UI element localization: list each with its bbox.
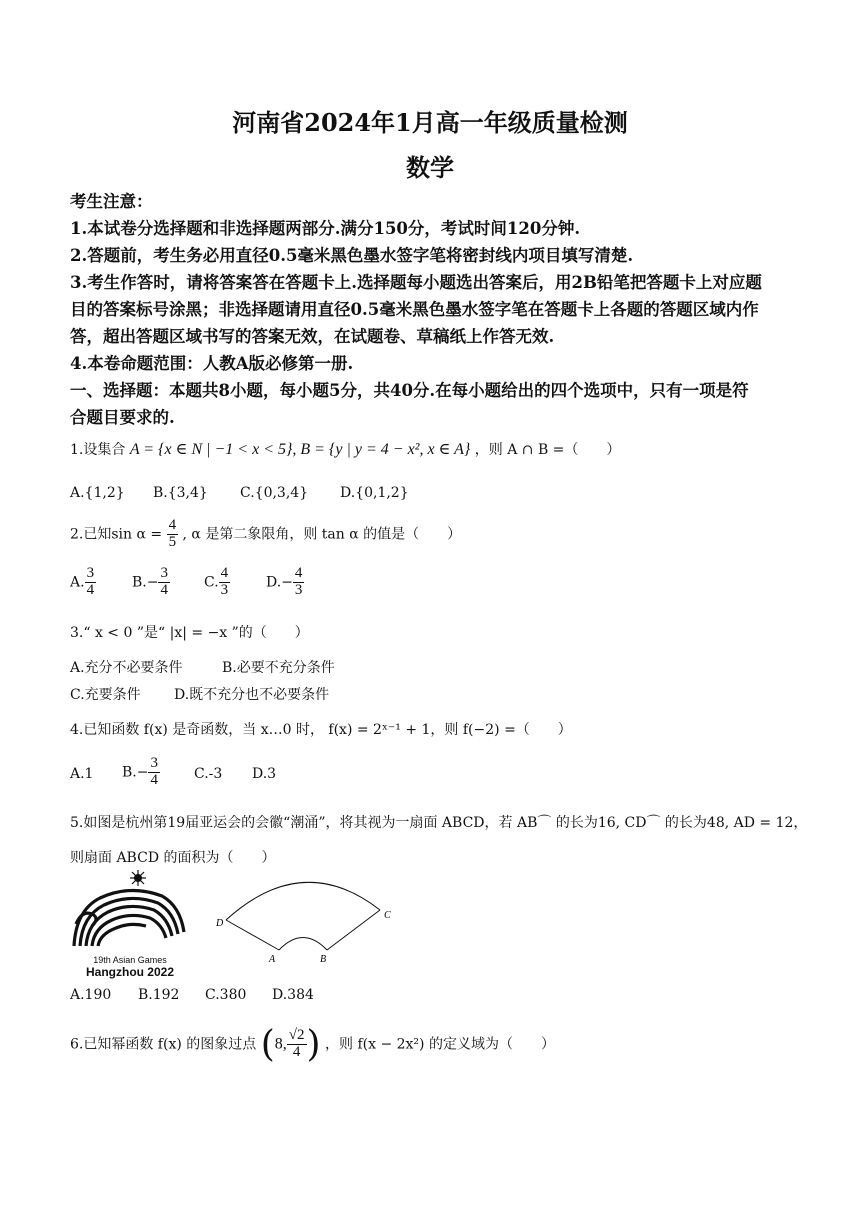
q2-b-sign: −: [146, 574, 159, 591]
wave-emblem-icon: [74, 890, 184, 946]
segment-cb: [327, 910, 380, 950]
q2-b-den: 4: [160, 581, 168, 598]
notice-item-3c: 答，超出答题区域书写的答案无效，在试题卷、草稿纸上作答无效.: [70, 327, 555, 346]
fan-label-c: C: [384, 910, 391, 921]
q1-math: A = {x ∈ N | −1 < x < 5}, B = {y | y = 4 − x², x ∈ A}: [129, 441, 471, 458]
q1-suffix: ，则 A ∩ B =（ ）: [474, 442, 621, 458]
question-2: [70, 518, 800, 551]
q4-b-den: 4: [150, 771, 158, 788]
q6-point-num: √2: [288, 1027, 305, 1044]
logo-caption-1: 19th Asian Games: [93, 955, 167, 965]
notice-item-4: 4.本卷命题范围：人教A版必修第一册.: [70, 354, 354, 373]
q2-d-num: 4: [294, 565, 303, 581]
sun-emblem-icon: [130, 870, 146, 886]
question-1: [70, 439, 800, 459]
q4-option-b: [122, 756, 160, 789]
q1-option-d: D.{0,1,2}: [340, 485, 409, 501]
q2-a-den: 4: [86, 581, 95, 598]
q2-frac-den: 5: [168, 533, 177, 550]
asian-games-logo: [70, 870, 190, 980]
section-heading-1: 一、选择题：本题共8小题，每小题5分，共40分.在每小题给出的四个选项中，只有一项是符: [70, 381, 749, 400]
logo-caption-2: Hangzhou 2022: [85, 965, 175, 979]
q6-point-y: [287, 1028, 307, 1061]
q2-mid: , α 是第二象限角，则 tan α 的值是（ ）: [182, 526, 462, 543]
q3-option-d: D.既不充分也不必要条件: [174, 687, 330, 703]
q5-option-a: A.190: [70, 987, 112, 1003]
q2-a-label: A.: [70, 574, 85, 591]
q6-point-den: 4: [292, 1044, 301, 1060]
notice-item-3b: 目的答案标号涂黑；非选择题请用直径0.5毫米黑色墨水签字笔在答题卡上各题的答题区域内作: [70, 300, 759, 319]
fan-label-a: A: [269, 954, 276, 965]
q2-d-sign: −: [281, 574, 293, 591]
fan-label-b: B: [320, 954, 327, 965]
q2-prefix: 2.已知sin α =: [70, 526, 163, 543]
question-5-line-2: 则扇面 ABCD 的面积为（ ）: [70, 850, 276, 866]
q4-b-sign: −: [136, 764, 149, 781]
notice-heading: 考生注意：: [70, 192, 153, 211]
q4-option-a: A.1: [70, 766, 94, 782]
fan-label-d: D: [216, 918, 224, 929]
q2-d-label: D.: [266, 574, 282, 591]
q6-point-x: 8,: [274, 1035, 287, 1053]
q5-option-b: B.192: [138, 987, 180, 1003]
q2-option-a: [70, 566, 96, 599]
q2-c-num: 4: [220, 565, 229, 581]
q5-option-c: C.380: [205, 987, 247, 1003]
q2-d-den: 3: [294, 581, 303, 598]
question-5-line-1: 5.如图是杭州第19届亚运会的会徽“潮涌”，将其视为一扇面 ABCD，若 AB⌒ 的长为16, CD⌒ 的长为48, AD = 12，: [70, 815, 808, 831]
q4-option-d: D.3: [252, 766, 277, 782]
q1-prefix: 1.设集合: [70, 442, 126, 458]
q1-option-b: B.{3,4}: [153, 485, 208, 501]
notice-item-1: 1.本试卷分选择题和非选择题两部分.满分150分，考试时间120分钟.: [70, 219, 581, 238]
section-heading-2: 合题目要求的.: [70, 408, 175, 427]
outer-arc-dc: [226, 882, 380, 920]
q6-suffix: ，则 f(x − 2x²) 的定义域为（ ）: [325, 1036, 555, 1053]
q4-option-c: C.-3: [194, 766, 223, 782]
q2-a-num: 3: [86, 565, 95, 581]
question-3: 3.“ x < 0 ”是“ |x| = −x ”的（ ）: [70, 625, 309, 641]
q2-c-label: C.: [204, 574, 219, 591]
q1-option-c: C.{0,3,4}: [240, 485, 309, 501]
q2-option-c: [204, 566, 230, 599]
notice-item-2: 2.答题前，考生务必用直径0.5毫米黑色墨水签字笔将密封线内项目填写清楚.: [70, 246, 634, 265]
notice-item-3a: 3.考生作答时，请将答案答在答题卡上.选择题每小题选出答案后，用2B铅笔把答题卡上对应题: [70, 273, 762, 292]
q5-option-d: D.384: [272, 987, 314, 1003]
q3-option-b: B.必要不充分条件: [222, 660, 335, 676]
question-6: 6.已知幂函数 f(x) 的图象过点 (8, $\frac{√2}{4}$ ) ，则 f(x − 2x²) 的定义域为（ ）: [70, 1024, 555, 1065]
q4-b-num: 3: [150, 755, 158, 771]
segment-da: [226, 920, 279, 950]
q2-option-d: [266, 566, 304, 599]
exam-title: 河南省2024年1月高一年级质量检测: [232, 108, 628, 137]
q2-b-label: B.: [132, 574, 147, 591]
q1-option-a: A.{1,2}: [70, 485, 125, 501]
fan-diagram: [208, 870, 398, 970]
q3-option-a: A.充分不必要条件: [70, 660, 183, 676]
q2-b-num: 3: [160, 565, 168, 581]
q2-c-den: 3: [220, 581, 229, 598]
q2-fraction: [167, 518, 179, 551]
q4-b-label: B.: [122, 764, 137, 781]
q2-option-b: [132, 566, 170, 599]
q6-prefix: 6.已知幂函数 f(x) 的图象过点: [70, 1036, 257, 1053]
inner-arc-ab: [279, 938, 327, 951]
q2-frac-num: 4: [168, 517, 177, 533]
subject-title: 数学: [406, 153, 454, 182]
question-4: 4.已知函数 f(x) 是奇函数，当 x…0 时， f(x) = 2ˣ⁻¹ + 1，则 f(−2) =（ ）: [70, 722, 572, 738]
q3-option-c: C.充要条件: [70, 687, 141, 703]
